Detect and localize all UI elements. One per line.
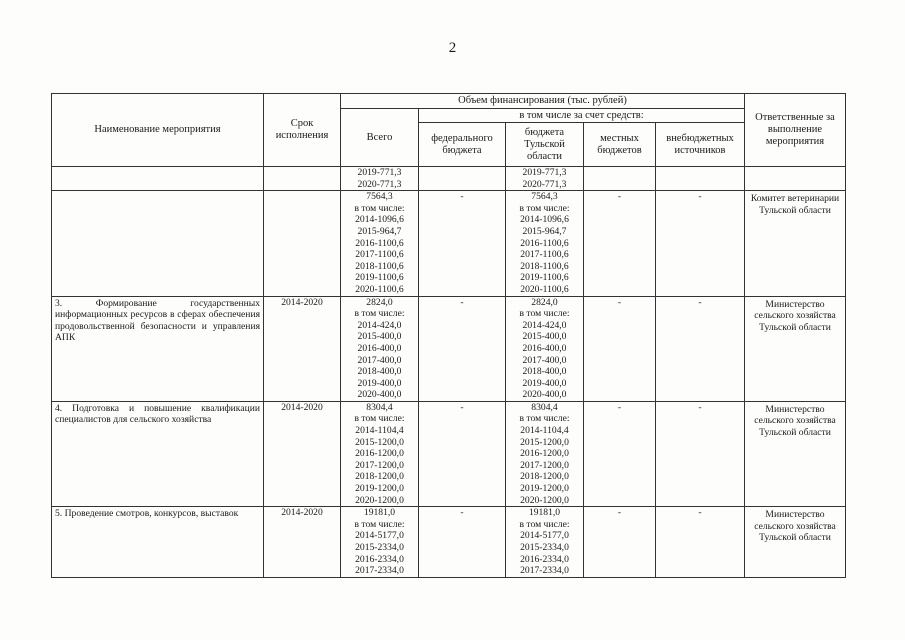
responsible-org: Комитет ветеринарии Тульской области xyxy=(745,191,846,296)
amount-line: 7564,3 xyxy=(366,191,393,203)
amount-line: 2014-1096,6 xyxy=(355,214,404,226)
amount-line: 2016-2334,0 xyxy=(355,553,404,565)
amount-line: 2014-424,0 xyxy=(357,319,402,331)
header-extrabudget: внебюджетных источников xyxy=(656,123,745,167)
measure-term: 2014-2020 xyxy=(264,296,341,401)
header-name: Наименование мероприятия xyxy=(52,94,264,167)
amount-line: 8304,4 xyxy=(531,401,558,413)
total-amounts xyxy=(341,401,419,506)
regional-amounts xyxy=(506,401,584,506)
extrabudget-amount: - xyxy=(656,507,745,578)
total-amounts xyxy=(341,507,419,578)
amount-line: 2020-1200,0 xyxy=(520,494,569,506)
amount-line: в том числе: xyxy=(354,518,405,530)
amount-line: 2017-1200,0 xyxy=(355,459,404,471)
amount-line: 2017-2334,0 xyxy=(520,565,569,577)
measure-term: 2014-2020 xyxy=(264,401,341,506)
amount-line: 2015-2334,0 xyxy=(520,542,569,553)
total-amounts xyxy=(341,296,419,401)
amount-line: 2015-2334,0 xyxy=(355,542,404,553)
amount-line: в том числе: xyxy=(519,202,570,214)
regional-amounts xyxy=(506,167,584,191)
amount-line: 19181,0 xyxy=(528,507,561,519)
amount-line: 2014-1104,4 xyxy=(355,425,404,437)
measure-name: 4. Подготовка и повышение квалификации специалистов для сельского хозяйства xyxy=(52,401,264,506)
amount-line: 2017-400,0 xyxy=(357,354,402,366)
amount-line: 2020-1200,0 xyxy=(355,494,404,506)
amount-line: 2019-400,0 xyxy=(357,377,402,389)
amount-line: 2020-400,0 xyxy=(357,389,402,401)
amount-line: 19181,0 xyxy=(363,507,396,519)
amount-line: 2014-5177,0 xyxy=(355,530,404,542)
amount-line: 2019-1200,0 xyxy=(355,483,404,495)
amount-line: 2018-1200,0 xyxy=(355,471,404,483)
measure-name: 3. Формирование государственных информационных ресурсов в сферах обеспечения продовольственной безопасности и управления АПК xyxy=(52,296,264,401)
amount-line: 2019-771,3 xyxy=(522,167,567,178)
amount-line: 2015-964,7 xyxy=(522,225,567,237)
amount-line: 2016-1200,0 xyxy=(520,448,569,460)
amount-line: в том числе: xyxy=(519,413,570,425)
amount-line: 2015-400,0 xyxy=(522,331,567,343)
amount-line: 2018-1100,6 xyxy=(355,260,404,272)
amount-line: 2017-400,0 xyxy=(522,354,567,366)
measure-name xyxy=(52,167,264,191)
local-amount: - xyxy=(584,296,656,401)
amount-line: 2016-2334,0 xyxy=(520,553,569,565)
amount-line: 2017-2334,0 xyxy=(355,565,404,577)
amount-line: 2019-1100,6 xyxy=(520,272,569,284)
amount-line: 2015-1200,0 xyxy=(520,436,569,448)
amount-line: 2014-1096,6 xyxy=(520,214,569,226)
amount-line: 2018-1200,0 xyxy=(520,471,569,483)
measure-name: 5. Проведение смотров, конкурсов, выставок xyxy=(52,507,264,578)
extrabudget-amount xyxy=(656,167,745,191)
amount-line: в том числе: xyxy=(519,518,570,530)
header-financing: Объем финансирования (тыс. рублей) xyxy=(341,94,745,109)
amount-line: 2014-1104,4 xyxy=(520,425,569,437)
extrabudget-amount: - xyxy=(656,401,745,506)
table-row xyxy=(52,191,846,296)
amount-line: 2019-771,3 xyxy=(357,167,402,178)
amount-line: 2017-1200,0 xyxy=(520,459,569,471)
amount-line: 2020-771,3 xyxy=(522,178,567,190)
amount-line: 2020-400,0 xyxy=(522,389,567,401)
amount-line: 2824,0 xyxy=(531,296,558,308)
header-regional: бюджета Тульской области xyxy=(506,123,584,167)
responsible-org: Министерство сельского хозяйства Тульской области xyxy=(745,401,846,506)
total-amounts xyxy=(341,167,419,191)
amount-line: 2016-1100,6 xyxy=(520,237,569,249)
amount-line: в том числе: xyxy=(354,202,405,214)
amount-line: 2016-1200,0 xyxy=(355,448,404,460)
responsible-org xyxy=(745,167,846,191)
extrabudget-amount: - xyxy=(656,296,745,401)
amount-line: 2020-771,3 xyxy=(357,178,402,190)
measure-term: 2014-2020 xyxy=(264,507,341,578)
federal-amount: - xyxy=(419,296,506,401)
financing-table xyxy=(51,93,846,578)
amount-line: 2824,0 xyxy=(366,296,393,308)
amount-line: 2020-1100,6 xyxy=(355,283,404,295)
amount-line: 2015-1200,0 xyxy=(355,436,404,448)
amount-line: 2018-400,0 xyxy=(522,366,567,378)
measure-term xyxy=(264,167,341,191)
table-row xyxy=(52,296,846,401)
table-row xyxy=(52,401,846,506)
page-number: 2 xyxy=(448,40,457,56)
local-amount: - xyxy=(584,401,656,506)
table-row xyxy=(52,507,846,578)
amount-line: 8304,4 xyxy=(366,401,393,413)
header-local: местных бюджетов xyxy=(584,123,656,167)
header-term: Срок исполнения xyxy=(264,94,341,167)
amount-line: в том числе: xyxy=(354,308,405,320)
amount-line: 2016-400,0 xyxy=(357,342,402,354)
amount-line: 2016-1100,6 xyxy=(355,237,404,249)
amount-line: 7564,3 xyxy=(531,191,558,203)
responsible-org: Министерство сельского хозяйства Тульской области xyxy=(745,296,846,401)
federal-amount: - xyxy=(419,401,506,506)
amount-line: 2016-400,0 xyxy=(522,342,567,354)
amount-line: 2018-400,0 xyxy=(357,366,402,378)
amount-line: 2014-5177,0 xyxy=(520,530,569,542)
amount-line: 2018-1100,6 xyxy=(520,260,569,272)
amount-line: 2020-1100,6 xyxy=(520,283,569,295)
amount-line: в том числе: xyxy=(354,413,405,425)
table-body xyxy=(52,167,846,578)
regional-amounts xyxy=(506,191,584,296)
responsible-org: Министерство сельского хозяйства Тульской области xyxy=(745,507,846,578)
measure-name xyxy=(52,191,264,296)
amount-line: 2017-1100,6 xyxy=(520,249,569,261)
total-amounts xyxy=(341,191,419,296)
amount-line: 2015-400,0 xyxy=(357,331,402,343)
federal-amount xyxy=(419,167,506,191)
amount-line: 2019-400,0 xyxy=(522,377,567,389)
local-amount: - xyxy=(584,507,656,578)
amount-line: 2014-424,0 xyxy=(522,319,567,331)
header-total: Всего xyxy=(341,109,419,167)
table-row xyxy=(52,167,846,191)
amount-line: 2019-1200,0 xyxy=(520,483,569,495)
measure-term xyxy=(264,191,341,296)
federal-amount: - xyxy=(419,507,506,578)
amount-line: 2017-1100,6 xyxy=(355,249,404,261)
extrabudget-amount: - xyxy=(656,191,745,296)
amount-line: в том числе: xyxy=(519,308,570,320)
amount-line: 2019-1100,6 xyxy=(355,272,404,284)
header-federal: федерального бюджета xyxy=(419,123,506,167)
regional-amounts xyxy=(506,507,584,578)
local-amount xyxy=(584,167,656,191)
federal-amount: - xyxy=(419,191,506,296)
local-amount: - xyxy=(584,191,656,296)
header-including: в том числе за счет средств: xyxy=(419,109,745,123)
regional-amounts xyxy=(506,296,584,401)
header-responsible: Ответственные за выполнение мероприятия xyxy=(745,94,846,167)
amount-line: 2015-964,7 xyxy=(357,225,402,237)
